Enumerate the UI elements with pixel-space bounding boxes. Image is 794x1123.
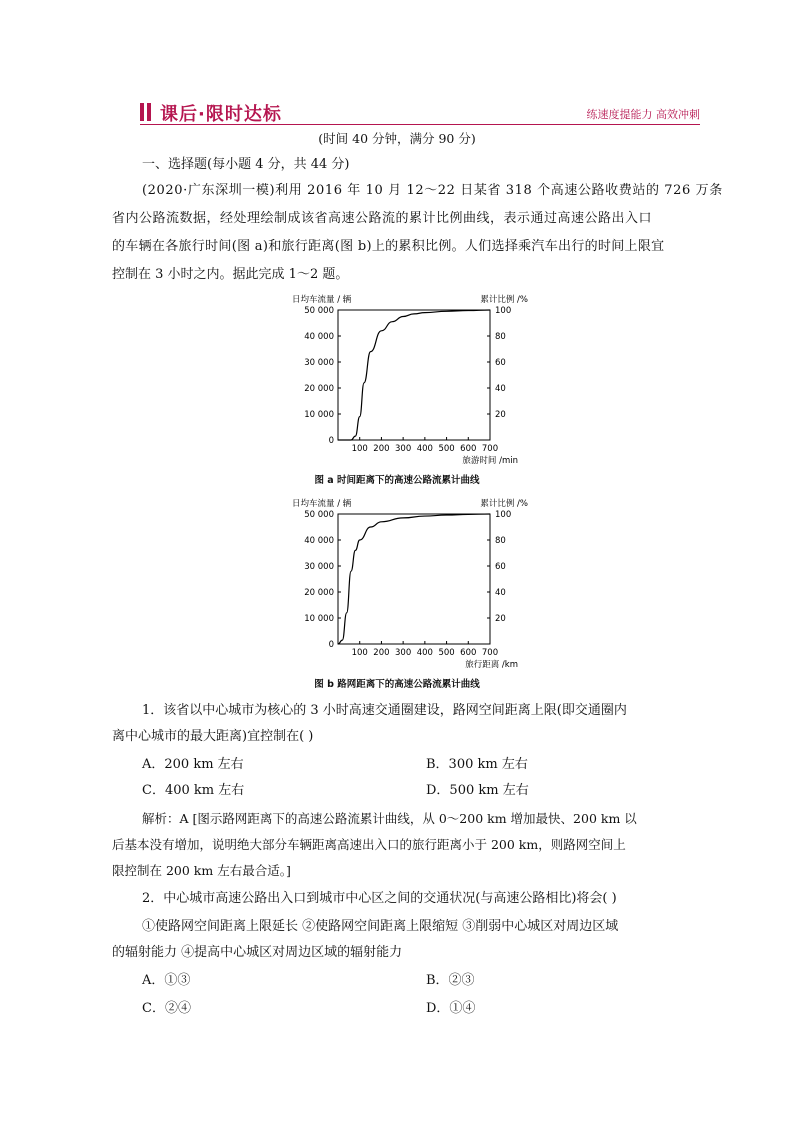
x-tick-label: 200 — [373, 648, 390, 658]
x-tick-label: 700 — [481, 444, 499, 454]
chart-b — [290, 496, 530, 671]
x-tick-label: 400 — [416, 444, 433, 454]
q1-option-c: C．400 km 左右 — [142, 783, 245, 798]
intro-line: 的车辆在各旅行时间(图 a)和旅行距离(图 b)上的累积比例。人们选择乘汽车出行的时间上限宜 — [112, 239, 665, 254]
y-tick-label-left: 0 — [328, 436, 334, 446]
y-tick-label-left: 30 000 — [304, 358, 334, 368]
y-tick-label-left: 0 — [328, 640, 334, 650]
header-rule — [140, 124, 700, 125]
y-tick-label-left: 20 000 — [304, 384, 334, 394]
cumulative-curve — [338, 514, 490, 644]
x-tick-label: 300 — [395, 444, 412, 454]
cumulative-curve — [338, 310, 490, 440]
intro-line: 省内公路流数据，经处理绘制成该省高速公路流的累计比例曲线，表示通过高速公路出入口 — [112, 211, 653, 226]
q2-option-b: B．②③ — [426, 973, 475, 988]
q2-choices: ①使路网空间距离上限延长 ②使路网空间距离上限缩短 ③削弱中心城区对周边区域 — [142, 919, 619, 934]
section-heading: 一、选择题(每小题 4 分，共 44 分) — [142, 157, 350, 172]
x-tick-label: 500 — [438, 648, 455, 658]
chart-a — [290, 292, 530, 467]
y-tick-label-right: 80 — [495, 332, 506, 342]
q1-analysis: 限控制在 200 km 左右最合适。] — [112, 863, 291, 878]
y-tick-label-right: 100 — [495, 510, 512, 520]
q1-stem: 1．该省以中心城市为核心的 3 小时高速交通圈建设，路网空间距离上限(即交通圈内 — [142, 703, 627, 718]
y-axis-label-right: 累计比例 /% — [480, 295, 528, 305]
header-right-text: 练速度提能力 高效冲刺 — [586, 108, 700, 121]
q2-option-c: C．②④ — [142, 1001, 191, 1016]
q1-option-a: A．200 km 左右 — [142, 757, 244, 772]
q1-analysis: 解析：A [图示路网距离下的高速公路流累计曲线，从 0～200 km 增加最快、200 km 以 — [142, 811, 637, 826]
y-axis-label-left: 日均车流量 / 辆 — [292, 499, 352, 509]
y-tick-label-right: 80 — [495, 536, 506, 546]
y-tick-label-right: 40 — [495, 588, 506, 598]
section-header — [140, 100, 700, 126]
y-tick-label-left: 10 000 — [304, 614, 334, 624]
x-tick-label: 500 — [438, 444, 455, 454]
x-axis-label: 旅行距离 /km — [465, 660, 518, 670]
x-tick-label: 600 — [460, 648, 477, 658]
plot-frame — [338, 310, 490, 440]
y-tick-label-left: 10 000 — [304, 410, 334, 420]
y-tick-label-right: 60 — [495, 562, 506, 572]
y-tick-label-left: 50 000 — [304, 306, 334, 316]
chart-b-caption: 图 b 路网距离下的高速公路流累计曲线 — [314, 679, 480, 690]
y-tick-label-right: 20 — [495, 614, 506, 624]
x-tick-label: 100 — [351, 444, 368, 454]
chart-b-svg — [290, 496, 530, 671]
y-tick-label-left: 40 000 — [304, 536, 334, 546]
intro-line: (2020·广东深圳一模)利用 2016 年 10 月 12～22 日某省 318 个高速公路收费站的 726 万条 — [142, 183, 723, 198]
q2-choices: 的辐射能力 ④提高中心城区对周边区域的辐射能力 — [112, 945, 403, 960]
x-tick-label: 700 — [481, 648, 499, 658]
q2-option-d: D．①④ — [426, 1001, 476, 1016]
chart-a-caption: 图 a 时间距离下的高速公路流累计曲线 — [314, 475, 480, 486]
q1-analysis: 后基本没有增加，说明绝大部分车辆距离高速出入口的旅行距离小于 200 km，则路网空间上 — [112, 837, 626, 852]
x-tick-label: 400 — [416, 648, 433, 658]
x-tick-label: 300 — [395, 648, 412, 658]
q2-option-a: A．①③ — [142, 973, 191, 988]
q1-option-b: B．300 km 左右 — [426, 757, 528, 772]
y-tick-label-right: 40 — [495, 384, 506, 394]
y-tick-label-left: 20 000 — [304, 588, 334, 598]
y-tick-label-left: 40 000 — [304, 332, 334, 342]
y-axis-label-right: 累计比例 /% — [480, 499, 528, 509]
y-tick-label-left: 50 000 — [304, 510, 334, 520]
x-tick-label: 600 — [460, 444, 477, 454]
q1-stem: 离中心城市的最大距离)宜控制在( ) — [112, 729, 314, 744]
y-tick-label-right: 20 — [495, 410, 506, 420]
plot-frame — [338, 514, 490, 644]
header-title: 课后·限时达标 — [160, 104, 282, 125]
y-tick-label-left: 30 000 — [304, 562, 334, 572]
y-tick-label-right: 60 — [495, 358, 506, 368]
chart-a-svg — [290, 292, 530, 467]
q1-option-d: D．500 km 左右 — [426, 783, 529, 798]
intro-line: 控制在 3 小时之内。据此完成 1～2 题。 — [112, 267, 349, 282]
x-axis-label: 旅游时间 /min — [462, 456, 518, 466]
x-tick-label: 200 — [373, 444, 390, 454]
header-marks — [140, 103, 154, 125]
y-tick-label-right: 100 — [495, 306, 512, 316]
q2-stem: 2．中心城市高速公路出入口到城市中心区之间的交通状况(与高速公路相比)将会( ) — [142, 891, 617, 906]
x-tick-label: 100 — [351, 648, 368, 658]
y-axis-label-left: 日均车流量 / 辆 — [292, 295, 352, 305]
time-note: (时间 40 分钟，满分 90 分) — [318, 131, 476, 146]
